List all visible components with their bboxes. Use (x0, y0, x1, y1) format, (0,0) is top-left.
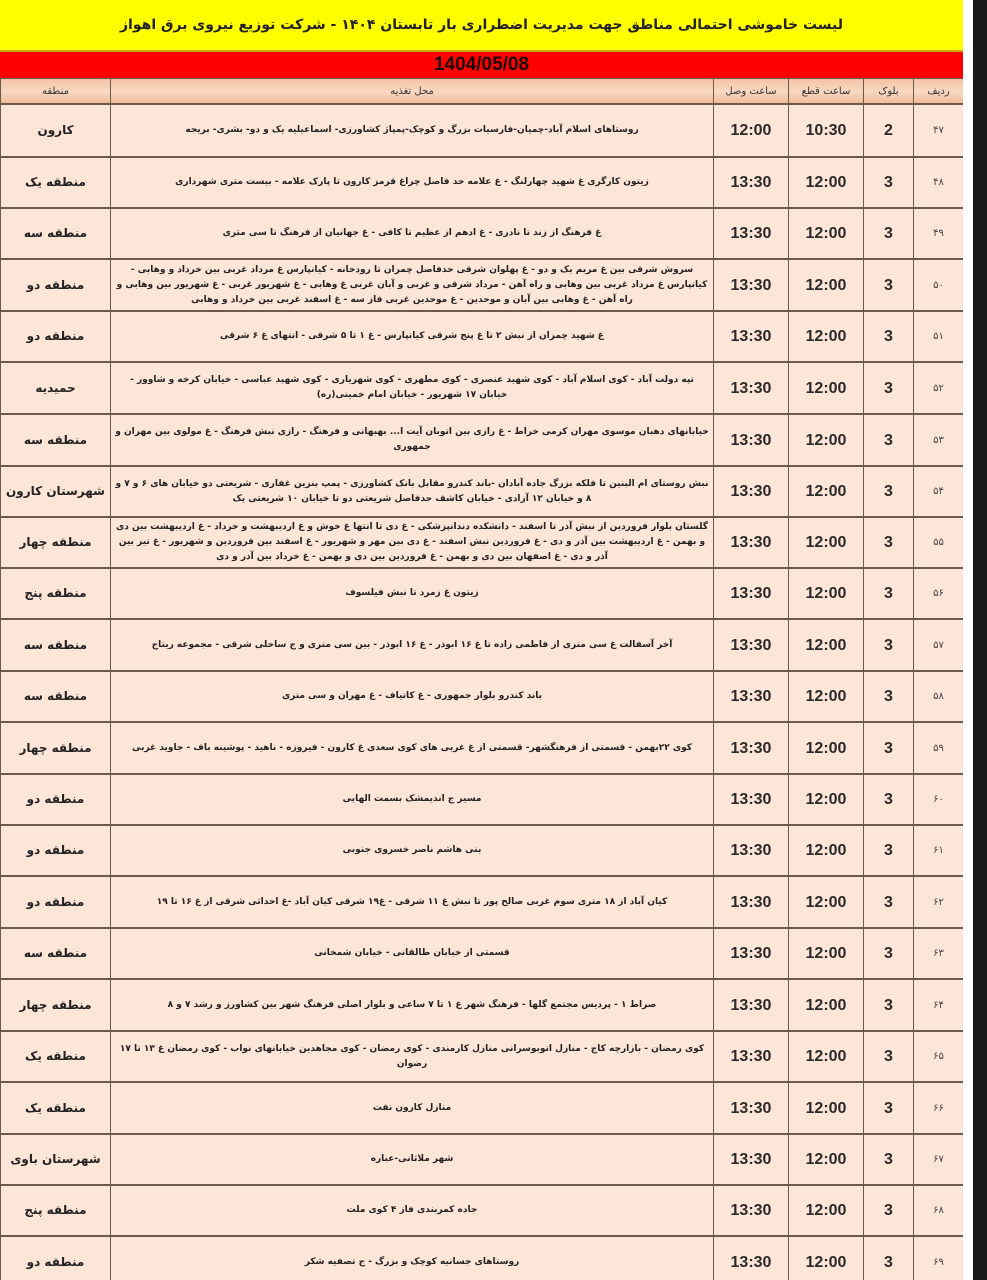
reconnect-time: 13:30 (714, 466, 789, 517)
cut-time: 12:00 (789, 1031, 864, 1082)
cut-time: 12:00 (789, 466, 864, 517)
row-number: ۵۳ (914, 414, 964, 466)
feeder-location: صراط ۱ - پردیس مجتمع گلها - فرهنگ شهر غ ۱ تا ۷ ساعی و بلوار اصلی فرهنگ شهر بین کشاورز و رشد ۷ و ۸ (111, 979, 714, 1031)
reconnect-time: 13:30 (714, 928, 789, 979)
row-number: ۶۵ (914, 1031, 964, 1082)
region-name: منطقه پنج (1, 1185, 111, 1236)
row-number: ۵۵ (914, 517, 964, 568)
row-number: ۶۱ (914, 825, 964, 876)
table-row (1, 671, 964, 722)
table-row (1, 928, 964, 979)
feeder-location: غ فرهنگ از زند تا نادری - غ ادهم از عظیم تا کافی - غ جهانیان از فرهنگ تا سی متری (111, 208, 714, 259)
region-name: منطقه پنج (1, 568, 111, 619)
region-name: منطقه یک (1, 157, 111, 208)
table-row (1, 568, 964, 619)
page-title: لیست خاموشی احتمالی مناطق جهت مدیریت اضطراری بار تابستان ۱۴۰۴ - شرکت توزیع نیروی برق اهواز (120, 17, 844, 33)
table-row (1, 979, 964, 1031)
cut-time: 12:00 (789, 619, 864, 671)
cut-time: 12:00 (789, 876, 864, 928)
table-row (1, 619, 964, 671)
feeder-location: غ شهید چمران از نبش ۲ تا غ پنج شرقی کیانپارس - غ ۱ تا ۵ شرقی - انتهای غ ۶ شرقی (111, 311, 714, 362)
date-banner (0, 52, 963, 78)
region-name: منطقه دو (1, 876, 111, 928)
table-row (1, 466, 964, 517)
reconnect-time: 12:00 (714, 104, 789, 157)
feeder-location: سروش شرقی بین غ مریم یک و دو - غ پهلوان شرقی حدفاصل چمران تا رودخانه - کیانپارس غ مرداد غربی بین خرداد و وهابی - کیانپارس غ مرداد غربی بین وهابی و راه آهن - مرداد شرقی و غربی و آبان غربی غ وهابی - غ شهریور غربی - غ شهریور بین وهابی و راه آهن - غ وهابی بین آبان و موحدین - غ موحدین غربی فاز سه - غ اسفند غربی بین خرداد و وهابی (111, 259, 714, 311)
row-number: ۶۶ (914, 1082, 964, 1134)
row-number: ۵۷ (914, 619, 964, 671)
row-number: ۴۸ (914, 157, 964, 208)
row-number: ۶۰ (914, 774, 964, 825)
cut-time: 12:00 (789, 928, 864, 979)
reconnect-time: 13:30 (714, 671, 789, 722)
row-number: ۵۶ (914, 568, 964, 619)
reconnect-time: 13:30 (714, 157, 789, 208)
reconnect-time: 13:30 (714, 979, 789, 1031)
region-name: شهرستان باوی (1, 1134, 111, 1185)
table-row (1, 362, 964, 414)
cut-time: 12:00 (789, 414, 864, 466)
row-number: ۶۸ (914, 1185, 964, 1236)
reconnect-time: 13:30 (714, 259, 789, 311)
col-header-reconnect-time: ساعت وصل (714, 79, 789, 105)
cut-time: 12:00 (789, 722, 864, 774)
cut-time: 10:30 (789, 104, 864, 157)
block-number: 3 (864, 1082, 914, 1134)
cut-time: 12:00 (789, 208, 864, 259)
region-name: منطقه دو (1, 774, 111, 825)
block-number: 3 (864, 1236, 914, 1280)
table-header-row (1, 79, 964, 105)
region-name: منطقه سه (1, 671, 111, 722)
block-number: 3 (864, 157, 914, 208)
block-number: 3 (864, 259, 914, 311)
table-row (1, 876, 964, 928)
reconnect-time: 13:30 (714, 517, 789, 568)
row-number: ۶۷ (914, 1134, 964, 1185)
block-number: 3 (864, 876, 914, 928)
feeder-location: کوی رمضان - بازارچه کاج - منازل اتوبوسرانی منازل کارمندی - کوی رمضان - کوی مجاهدین خیابانهای نواب - کوی رمضان غ ۱۳ تا ۱۷ رضوان (111, 1031, 714, 1082)
table-row (1, 157, 964, 208)
cut-time: 12:00 (789, 311, 864, 362)
feeder-location: روستاهای جسانیه کوچک و بزرگ - ج تصفیه شکر (111, 1236, 714, 1280)
block-number: 3 (864, 1134, 914, 1185)
feeder-location: گلستان بلوار فروردین از نبش آذر تا اسفند - دانشکده دندانپزشکی - غ دی تا انتها غ خوش و غ اردیبهشت و خرداد - غ اردیبهشت بین دی و بهمن - غ اردیبهشت بین آذر و دی - غ فروردین نبش اسفند - غ دی بین مهر و شهریور - غ اسفند بین فروردین و شهریور - غ تیر بین آذر و دی - غ اصفهان بین دی و بهمن - غ فروردین بین دی و بهمن - غ خرداد بین آذر و دی (111, 517, 714, 568)
region-name: منطقه سه (1, 619, 111, 671)
region-name: منطقه دو (1, 1236, 111, 1280)
feeder-location: کوی ۲۲بهمن - قسمتی از فرهنگشهر- قسمتی از غ غربی های کوی سعدی غ کارون - فیروزه - ناهید - پوشینه باف - جاوید غربی (111, 722, 714, 774)
region-name: شهرستان کارون (1, 466, 111, 517)
region-name: کارون (1, 104, 111, 157)
region-name: منطقه چهار (1, 979, 111, 1031)
block-number: 3 (864, 1031, 914, 1082)
feeder-location: زیتون کارگری غ شهید چهارلنگ - غ علامه حد فاصل چراغ قرمز کارون تا پارک علامه - بیست متری شهرداری (111, 157, 714, 208)
reconnect-time: 13:30 (714, 568, 789, 619)
cut-time: 12:00 (789, 259, 864, 311)
feeder-location: کیان آباد از ۱۸ متری سوم غربی صالح پور تا نبش غ ۱۱ شرقی - غ۱۹ شرقی کیان آباد -غ احداثی شرقی از غ ۱۶ تا ۱۹ (111, 876, 714, 928)
block-number: 3 (864, 311, 914, 362)
reconnect-time: 13:30 (714, 1185, 789, 1236)
block-number: 3 (864, 671, 914, 722)
table-row (1, 208, 964, 259)
table-row (1, 1185, 964, 1236)
block-number: 3 (864, 517, 914, 568)
feeder-location: بنی هاشم ناصر خسروی جنوبی (111, 825, 714, 876)
reconnect-time: 13:30 (714, 311, 789, 362)
col-header-row: ردیف (914, 79, 964, 105)
cut-time: 12:00 (789, 1236, 864, 1280)
reconnect-time: 13:30 (714, 825, 789, 876)
region-name: حمیدیه (1, 362, 111, 414)
col-header-location: محل تغذیه (111, 79, 714, 105)
cut-time: 12:00 (789, 517, 864, 568)
reconnect-time: 13:30 (714, 362, 789, 414)
block-number: 3 (864, 722, 914, 774)
row-number: ۵۲ (914, 362, 964, 414)
row-number: ۵۸ (914, 671, 964, 722)
row-number: ۴۹ (914, 208, 964, 259)
page-margin (963, 0, 973, 1280)
cut-time: 12:00 (789, 774, 864, 825)
outage-table (0, 78, 963, 1280)
row-number: ۵۱ (914, 311, 964, 362)
feeder-location: تپه دولت آباد - کوی اسلام آباد - کوی شهید عنصری - کوی مطهری - کوی شهریاری - کوی شهید عباسی - خیابان کرخه و شاوور - خیابان ۱۷ شهریور - خیابان امام خمینی(ره) (111, 362, 714, 414)
reconnect-time: 13:30 (714, 619, 789, 671)
table-row (1, 517, 964, 568)
cut-time: 12:00 (789, 1082, 864, 1134)
feeder-location: روستاهای اسلام آباد-چمیان-فارسیات بزرگ و کوچک-پمپاژ کشاورزی- اسماعیلیه یک و دو- بشری- بریجه (111, 104, 714, 157)
table-body (1, 104, 964, 1280)
feeder-location: منازل کارون نفت (111, 1082, 714, 1134)
table-row (1, 1134, 964, 1185)
cut-time: 12:00 (789, 568, 864, 619)
feeder-location: شهر ملاثانی-عباره (111, 1134, 714, 1185)
table-row (1, 311, 964, 362)
feeder-location: مسیر ج اندیمشک بسمت الهایی (111, 774, 714, 825)
table-row (1, 1082, 964, 1134)
region-name: منطقه یک (1, 1031, 111, 1082)
feeder-location: آخر آسفالت غ سی متری از فاطمی زاده تا غ ۱۶ ابوذر - غ ۱۶ ابوذر - بین سی متری و ج ساحلی شرقی - مجموعه ریتاج (111, 619, 714, 671)
feeder-location: خیابانهای دهبان موسوی مهران کرمی خراط - غ رازی بین اتوبان آیت ا... بهبهانی و فرهنگ - رازی نبش فرهنگ - غ مولوی بین مهران و جمهوری (111, 414, 714, 466)
reconnect-time: 13:30 (714, 208, 789, 259)
col-header-region: منطقه (1, 79, 111, 105)
block-number: 3 (864, 774, 914, 825)
region-name: منطقه سه (1, 414, 111, 466)
block-number: 3 (864, 619, 914, 671)
row-number: ۶۴ (914, 979, 964, 1031)
table-row (1, 825, 964, 876)
cut-time: 12:00 (789, 671, 864, 722)
schedule-date: 1404/05/08 (433, 54, 530, 75)
block-number: 3 (864, 928, 914, 979)
reconnect-time: 13:30 (714, 774, 789, 825)
block-number: 3 (864, 208, 914, 259)
block-number: 3 (864, 1185, 914, 1236)
row-number: ۵۹ (914, 722, 964, 774)
cut-time: 12:00 (789, 362, 864, 414)
title-banner (0, 0, 963, 52)
col-header-cut-time: ساعت قطع (789, 79, 864, 105)
feeder-location: زیتون غ زمرد تا نبش فیلسوف (111, 568, 714, 619)
block-number: 3 (864, 979, 914, 1031)
col-header-block: بلوک (864, 79, 914, 105)
row-number: ۶۳ (914, 928, 964, 979)
region-name: منطقه چهار (1, 517, 111, 568)
cut-time: 12:00 (789, 1185, 864, 1236)
region-name: منطقه دو (1, 259, 111, 311)
row-number: ۵۰ (914, 259, 964, 311)
reconnect-time: 13:30 (714, 1082, 789, 1134)
table-row (1, 1236, 964, 1280)
region-name: منطقه یک (1, 1082, 111, 1134)
block-number: 2 (864, 104, 914, 157)
row-number: ۵۴ (914, 466, 964, 517)
reconnect-time: 13:30 (714, 722, 789, 774)
reconnect-time: 13:30 (714, 1236, 789, 1280)
table-row (1, 259, 964, 311)
feeder-location: جاده کمربندی فاز ۴ کوی ملت (111, 1185, 714, 1236)
region-name: منطقه سه (1, 928, 111, 979)
cut-time: 12:00 (789, 157, 864, 208)
reconnect-time: 13:30 (714, 1031, 789, 1082)
region-name: منطقه دو (1, 311, 111, 362)
block-number: 3 (864, 825, 914, 876)
block-number: 3 (864, 466, 914, 517)
cut-time: 12:00 (789, 1134, 864, 1185)
reconnect-time: 13:30 (714, 1134, 789, 1185)
reconnect-time: 13:30 (714, 414, 789, 466)
region-name: منطقه دو (1, 825, 111, 876)
window-edge (973, 0, 987, 1280)
cut-time: 12:00 (789, 979, 864, 1031)
table-row (1, 1031, 964, 1082)
row-number: ۴۷ (914, 104, 964, 157)
feeder-location: باند کندرو بلوار جمهوری - غ کاتیاف - غ مهران و سی متری (111, 671, 714, 722)
table-row (1, 774, 964, 825)
cut-time: 12:00 (789, 825, 864, 876)
block-number: 3 (864, 414, 914, 466)
feeder-location: قسمتی از خیابان طالقانی - خیابان شمخانی (111, 928, 714, 979)
block-number: 3 (864, 568, 914, 619)
block-number: 3 (864, 362, 914, 414)
row-number: ۶۹ (914, 1236, 964, 1280)
row-number: ۶۲ (914, 876, 964, 928)
reconnect-time: 13:30 (714, 876, 789, 928)
region-name: منطقه سه (1, 208, 111, 259)
region-name: منطقه چهار (1, 722, 111, 774)
feeder-location: نبش روستای ام البنین تا فلکه بزرگ جاده آبادان -باند کندرو مقابل بانک کشاورزی - پمپ بنزین غفاری - شریعتی دو خیابان های ۶ و ۷ و ۸ و خیابان ۱۲ آزادی - خیابان کاشف حدفاصل شریعتی دو تا خیابان ۱۰ شریعتی یک (111, 466, 714, 517)
table-row (1, 104, 964, 157)
table-row (1, 414, 964, 466)
table-row (1, 722, 964, 774)
